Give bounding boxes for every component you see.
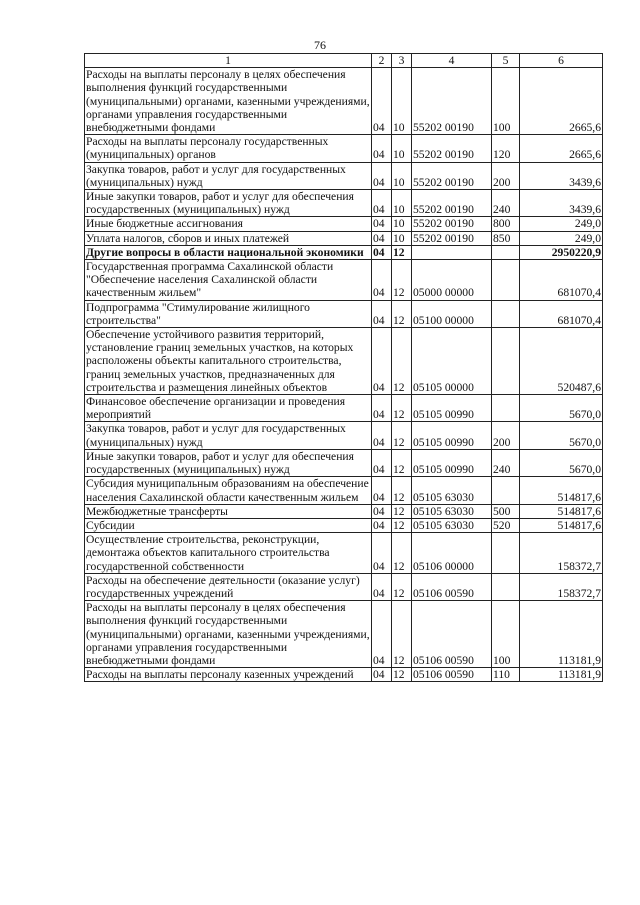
subsection-code-cell: 10 (392, 135, 412, 162)
target-article-code-cell: 05106 00590 (412, 668, 492, 682)
table-row (85, 395, 603, 422)
subsection-code-cell: 12 (392, 260, 412, 301)
amount-cell: 2950220,9 (520, 245, 603, 259)
target-article-code-cell: 55202 00190 (412, 68, 492, 135)
expense-type-code-cell: 500 (492, 504, 520, 518)
section-code-cell: 04 (372, 300, 392, 327)
table-row (85, 162, 603, 189)
target-article-code-cell: 05000 00000 (412, 260, 492, 301)
table-row (85, 231, 603, 245)
subsection-code-cell: 10 (392, 162, 412, 189)
amount-cell: 514817,6 (520, 477, 603, 504)
section-code-cell: 04 (372, 668, 392, 682)
section-code-cell: 04 (372, 135, 392, 162)
section-code-cell: 04 (372, 533, 392, 574)
table-row (85, 449, 603, 476)
section-code-cell: 04 (372, 477, 392, 504)
table-row (85, 328, 603, 395)
amount-cell: 520487,6 (520, 328, 603, 395)
section-code-cell: 04 (372, 217, 392, 231)
expense-name-cell: Закупка товаров, работ и услуг для государственных (муниципальных) нужд (85, 422, 372, 449)
column-header: 1 (85, 54, 372, 68)
amount-cell: 2665,6 (520, 68, 603, 135)
section-code-cell: 04 (372, 449, 392, 476)
table-row (85, 573, 603, 600)
table-row (85, 422, 603, 449)
expense-type-code-cell (492, 260, 520, 301)
table-row (85, 68, 603, 135)
expense-type-code-cell (492, 328, 520, 395)
section-code-cell: 04 (372, 422, 392, 449)
amount-cell: 113181,9 (520, 668, 603, 682)
target-article-code-cell: 55202 00190 (412, 190, 492, 217)
table-row (85, 477, 603, 504)
section-code-cell: 04 (372, 68, 392, 135)
column-header: 5 (492, 54, 520, 68)
expense-type-code-cell (492, 300, 520, 327)
section-code-cell: 04 (372, 601, 392, 668)
subsection-code-cell: 12 (392, 477, 412, 504)
table-row (85, 135, 603, 162)
column-header: 6 (520, 54, 603, 68)
expense-type-code-cell: 240 (492, 449, 520, 476)
table-row (85, 518, 603, 532)
expense-type-code-cell: 850 (492, 231, 520, 245)
expense-name-cell: Субсидия муниципальным образованиям на обеспечение населения Сахалинской области качественным жильем (85, 477, 372, 504)
subsection-code-cell: 12 (392, 395, 412, 422)
expense-name-cell: Расходы на обеспечение деятельности (оказание услуг) государственных учреждений (85, 573, 372, 600)
subsection-code-cell: 12 (392, 328, 412, 395)
expense-name-cell: Субсидии (85, 518, 372, 532)
subsection-code-cell: 10 (392, 68, 412, 135)
target-article-code-cell: 05105 00990 (412, 422, 492, 449)
amount-cell: 113181,9 (520, 601, 603, 668)
table-row (85, 245, 603, 259)
table-row (85, 260, 603, 301)
expense-name-cell: Расходы на выплаты персоналу в целях обеспечения выполнения функций государственными (муниципальными) органами, казенными учреждениями, органами управления государственными внебюджетными фондами (86, 601, 370, 667)
expense-name-cell: Финансовое обеспечение организации и проведения мероприятий (85, 395, 372, 422)
section-code-cell: 04 (372, 231, 392, 245)
amount-cell: 249,0 (520, 217, 603, 231)
section-code-cell: 04 (372, 395, 392, 422)
expense-name-cell: Иные закупки товаров, работ и услуг для обеспечения государственных (муниципальных) нужд (85, 190, 372, 217)
amount-cell: 5670,0 (520, 422, 603, 449)
expense-type-code-cell (492, 245, 520, 259)
target-article-code-cell: 05105 00000 (412, 328, 492, 395)
expense-name-cell: Обеспечение устойчивого развития территорий, установление границ земельных участков, на которых расположены объекты капитального строительства, границ земельных участков, предназначенных для строительства и размещения линейных объектов (85, 328, 372, 395)
target-article-code-cell: 05105 00990 (412, 395, 492, 422)
amount-cell: 2665,6 (520, 135, 603, 162)
subsection-code-cell: 10 (392, 217, 412, 231)
section-code-cell: 04 (372, 245, 392, 259)
amount-cell: 158372,7 (520, 573, 603, 600)
expense-name-cell: Расходы на выплаты персоналу государственных (муниципальных) органов (85, 135, 372, 162)
subsection-code-cell: 12 (392, 504, 412, 518)
table-row (85, 190, 603, 217)
expense-type-code-cell: 100 (492, 601, 520, 668)
subsection-code-cell: 12 (392, 533, 412, 574)
expense-name-cell: Иные бюджетные ассигнования (85, 217, 372, 231)
subsection-code-cell: 12 (392, 668, 412, 682)
expense-type-code-cell (492, 533, 520, 574)
expense-type-code-cell: 240 (492, 190, 520, 217)
subsection-code-cell: 12 (392, 518, 412, 532)
expense-name-cell: Расходы на выплаты персоналу в целях обеспечения выполнения функций государственными (муниципальными) органами, казенными учреждениями, органами управления государственными внебюджетными фондами (86, 68, 370, 135)
amount-cell: 5670,0 (520, 449, 603, 476)
expense-type-code-cell: 120 (492, 135, 520, 162)
column-header: 2 (372, 54, 392, 68)
target-article-code-cell: 05105 00990 (412, 449, 492, 476)
page-number: 76 (314, 38, 326, 52)
amount-cell: 681070,4 (520, 260, 603, 301)
amount-cell: 681070,4 (520, 300, 603, 327)
subsection-code-cell: 12 (392, 300, 412, 327)
expense-name-cell: Иные закупки товаров, работ и услуг для обеспечения государственных (муниципальных) нужд (85, 449, 372, 476)
target-article-code-cell: 55202 00190 (412, 135, 492, 162)
target-article-code-cell: 55202 00190 (412, 231, 492, 245)
subsection-code-cell: 12 (392, 601, 412, 668)
amount-cell: 249,0 (520, 231, 603, 245)
table-row (85, 533, 603, 574)
target-article-code-cell: 05105 63030 (412, 504, 492, 518)
section-code-cell: 04 (372, 190, 392, 217)
column-header: 3 (392, 54, 412, 68)
target-article-code-cell: 05105 63030 (412, 518, 492, 532)
section-code-cell: 04 (372, 504, 392, 518)
budget-table (84, 53, 603, 682)
amount-cell: 514817,6 (520, 504, 603, 518)
target-article-code-cell: 05105 63030 (412, 477, 492, 504)
column-header: 4 (412, 54, 492, 68)
expense-type-code-cell (492, 573, 520, 600)
target-article-code-cell (412, 245, 492, 259)
header-row (85, 54, 603, 68)
expense-type-code-cell: 200 (492, 162, 520, 189)
amount-cell: 3439,6 (520, 162, 603, 189)
amount-cell: 514817,6 (520, 518, 603, 532)
subsection-code-cell: 12 (392, 422, 412, 449)
expense-type-code-cell: 520 (492, 518, 520, 532)
section-code-cell: 04 (372, 260, 392, 301)
subsection-code-cell: 10 (392, 231, 412, 245)
amount-cell: 158372,7 (520, 533, 603, 574)
target-article-code-cell: 05100 00000 (412, 300, 492, 327)
expense-name-cell: Другие вопросы в области национальной экономики (85, 245, 372, 259)
expense-type-code-cell (492, 395, 520, 422)
expense-type-code-cell: 800 (492, 217, 520, 231)
expense-type-code-cell: 100 (492, 68, 520, 135)
subsection-code-cell: 10 (392, 190, 412, 217)
target-article-code-cell: 05106 00590 (412, 573, 492, 600)
section-code-cell: 04 (372, 573, 392, 600)
table-row (85, 300, 603, 327)
expense-name-cell: Закупка товаров, работ и услуг для государственных (муниципальных) нужд (85, 162, 372, 189)
target-article-code-cell: 05106 00000 (412, 533, 492, 574)
expense-name-cell: Осуществление строительства, реконструкции, демонтажа объектов капитального строительства государственной собственности (85, 533, 372, 574)
section-code-cell: 04 (372, 162, 392, 189)
table-row (85, 601, 603, 668)
table-row (85, 217, 603, 231)
expense-type-code-cell: 200 (492, 422, 520, 449)
subsection-code-cell: 12 (392, 573, 412, 600)
expense-name-cell: Уплата налогов, сборов и иных платежей (85, 231, 372, 245)
subsection-code-cell: 12 (392, 245, 412, 259)
table-row (85, 504, 603, 518)
expense-name-cell: Межбюджетные трансферты (85, 504, 372, 518)
amount-cell: 3439,6 (520, 190, 603, 217)
expense-name-cell: Расходы на выплаты персоналу казенных учреждений (85, 668, 372, 682)
expense-name-cell: Государственная программа Сахалинской области "Обеспечение населения Сахалинской области качественным жильем" (85, 260, 372, 301)
target-article-code-cell: 05106 00590 (412, 601, 492, 668)
section-code-cell: 04 (372, 518, 392, 532)
expense-name-cell: Подпрограмма "Стимулирование жилищного строительства" (85, 300, 372, 327)
target-article-code-cell: 55202 00190 (412, 217, 492, 231)
expense-type-code-cell (492, 477, 520, 504)
amount-cell: 5670,0 (520, 395, 603, 422)
subsection-code-cell: 12 (392, 449, 412, 476)
target-article-code-cell: 55202 00190 (412, 162, 492, 189)
expense-type-code-cell: 110 (492, 668, 520, 682)
section-code-cell: 04 (372, 328, 392, 395)
table-row (85, 668, 603, 682)
